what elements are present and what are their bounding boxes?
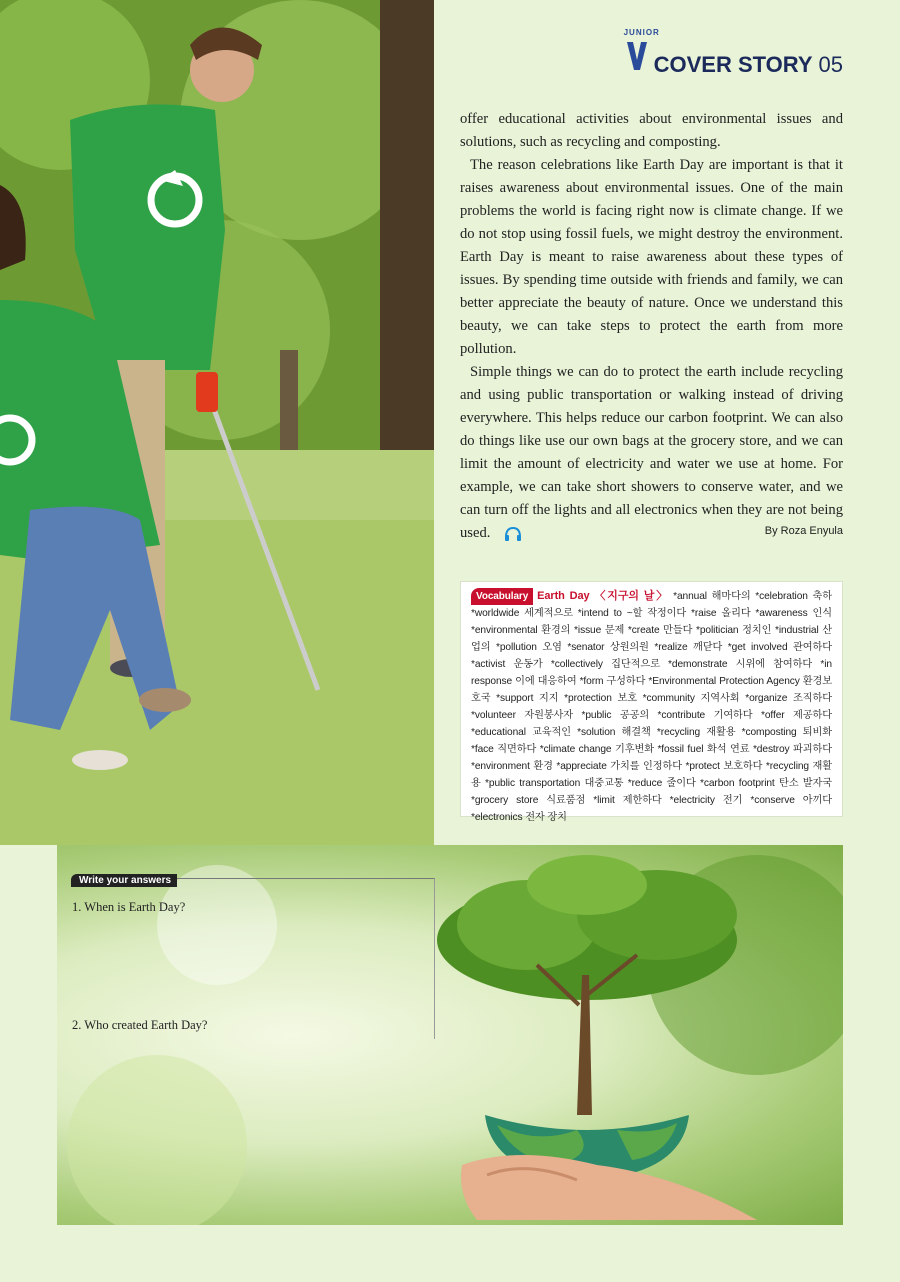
question-1: 1. When is Earth Day? (72, 900, 186, 914)
article-paragraph-3 (460, 361, 843, 545)
vocabulary-title: Earth Day 〈지구의 날〉 (537, 590, 670, 602)
junior-v-logo-icon (623, 28, 660, 76)
write-answers-tag: Write your answers (71, 874, 177, 887)
question-2: 2. Who created Earth Day? (72, 1018, 208, 1032)
volunteers-photo (0, 0, 434, 845)
article-paragraph-3-text: Simple things we can do to protect the earth include recycling and using public transportation or walking instead of driving everywhere. This helps reduce our carbon footprint. We can also do things like use our own bags at the grocery store, and we can limit the amount of electricity and water we use at home. For example, we can take short showers to conserve water, and we can turn off the lights and all electronics when they are not being used. (460, 364, 843, 541)
headphones-icon[interactable] (494, 526, 512, 542)
byline: By Roza Enyula (764, 525, 843, 537)
article-body (460, 108, 843, 545)
article-paragraph-2: The reason celebrations like Earth Day are important is that it raises awareness about environmental issues. One of the main problems the world is facing right now is climate change. If we do not stop using fossil fuels, we might destroy the environment. Earth Day is meant to raise awareness about these types of issues. By spending time outside with friends and family, we can better appreciate the beauty of nature. Once we understand this beauty, we can take steps to protect the earth from more pollution. (460, 157, 843, 357)
page-number: 05 (818, 52, 843, 77)
vocabulary-list: *annual 해마다의 *celebration 축하 *worldwide 세계적으로 *intend to ~할 작정이다 *raise 올리다 *awareness 인식 *environmental 환경의 *issue 문제 *create 만들다 *politician 정치인 *industrial 산업의 *pollution 오염 *senator 상원의원 *realize 깨닫다 *get involved 관여하다 *activist 운동가 *collectively 집단적으로 *demonstrate 시위에 참여하다 *in response 이에 대응하여 *form 구성하다 *Environmental Protection Agency 환경보호국 *support 지지 *protection 보호 *community 지역사회 *organize 조직하다 *volunteer 자원봉사자 *public 공공의 *contribute 기여하다 *offer 제공하다 *educational 교육적인 *solution 해결책 *recycling 재활용 *composting 퇴비화 *face 직면하다 *climate change 기후변화 *fossil fuel 화석 연료 *destroy 파괴하다 *environment 환경 *appreciate 가치를 인정하다 *protect 보호하다 *recycling 재활용 *public transportation 대중교통 *reduce 줄이다 *carbon footprint 탄소 발자국 *grocery store 식료품점 *limit 제한하다 *electricity 전기 *conserve 아끼다 *electronics 전자 장치 (471, 591, 832, 823)
vocabulary-box (460, 581, 843, 823)
brand-small: JUNIOR (623, 28, 660, 37)
vocabulary-tag: Vocabulary (471, 588, 533, 605)
earth-tree-photo (57, 845, 843, 1225)
volunteers-illustration (0, 0, 434, 845)
section-title: COVER STORY (653, 52, 813, 77)
section-header (623, 28, 843, 77)
article-paragraph-1: offer educational activities about environmental issues and solutions, such as recycling and composting. (460, 111, 843, 150)
vocabulary-text-block (471, 588, 832, 826)
